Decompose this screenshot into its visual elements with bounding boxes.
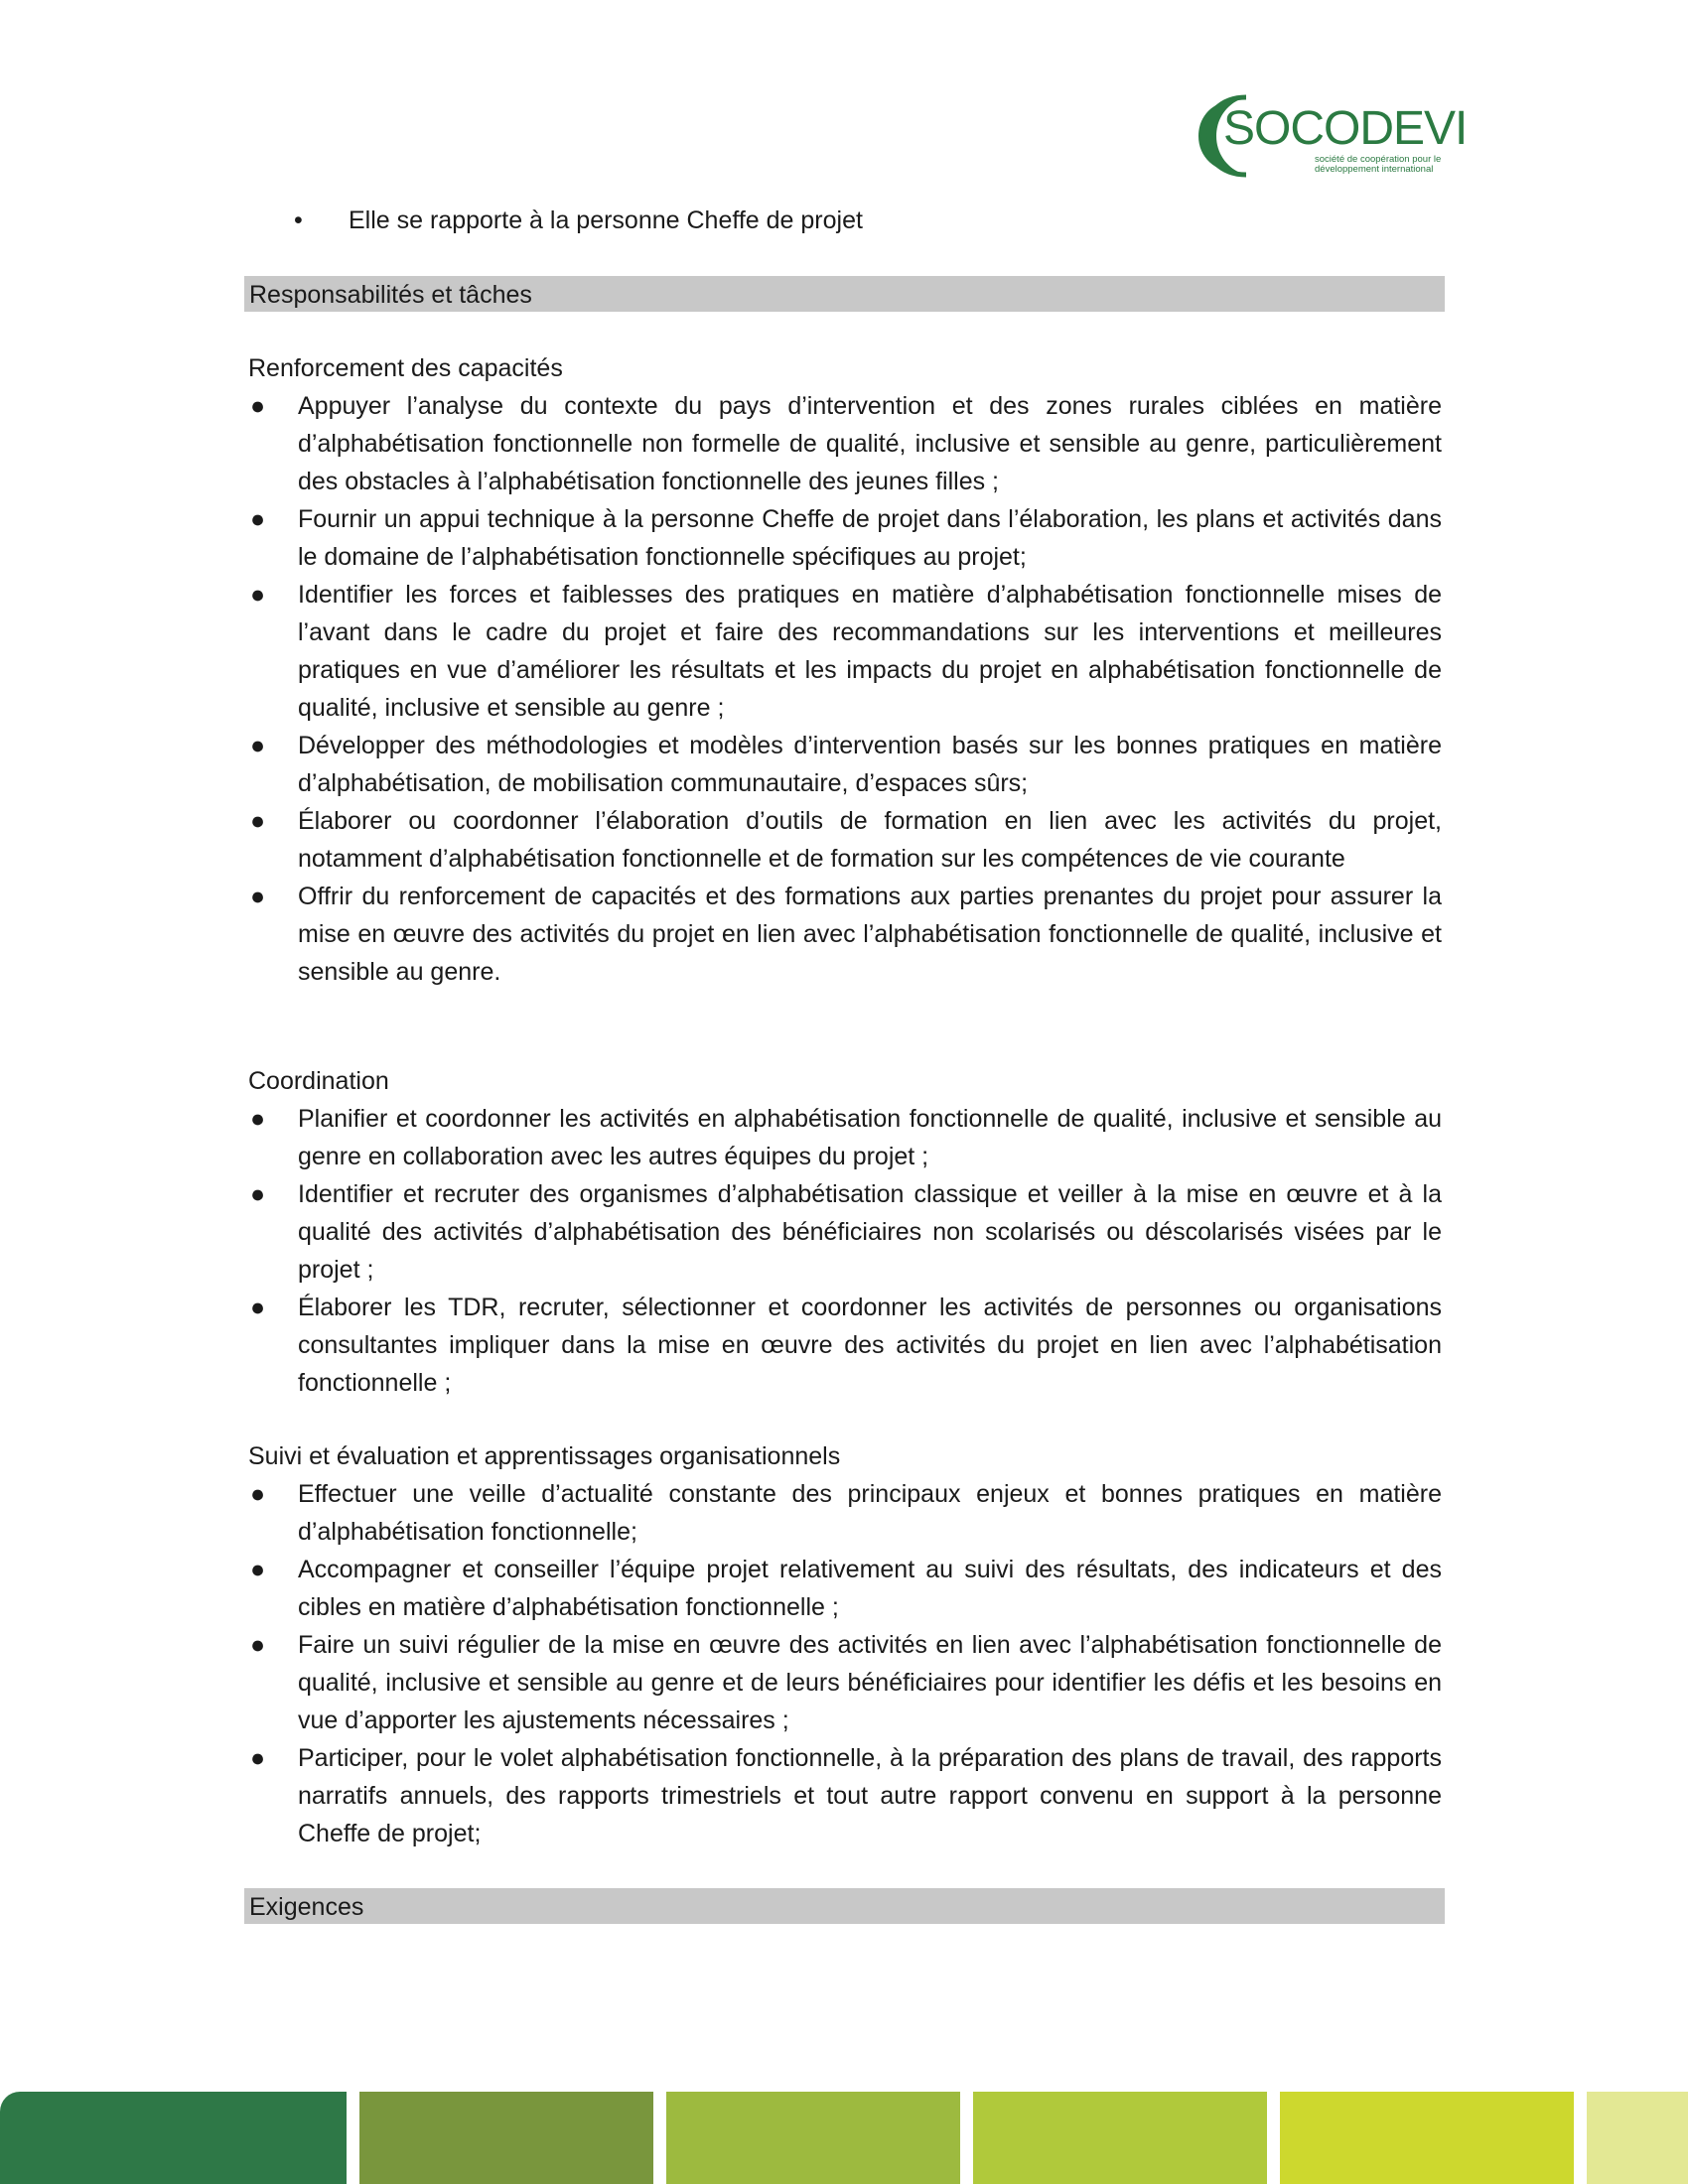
list-item: ● Identifier les forces et faiblesses des pratiques en matière d’alphabétisation fonctionnelle mises de l’avant dans le cadre du projet et faire des recommandations sur les interventions et meilleures pratiques en vue d’améliorer les résultats et les impacts du projet en alphabétisation fonctionnelle de qualité, inclusive et sensible au genre ;	[248, 576, 1442, 727]
bullet-icon: ●	[250, 1480, 266, 1508]
list-item: ● Appuyer l’analyse du contexte du pays d’intervention et des zones rurales ciblées en matière d’alphabétisation fonctionnelle non formelle de qualité, inclusive et sensible au genre, particulièrement des obstacles à l’alphabétisation fonctionnelle des jeunes filles ;	[248, 387, 1442, 500]
renforcement-list	[248, 387, 1442, 991]
bullet-icon: ●	[250, 1556, 266, 1583]
intro-bullet-text: Elle se rapporte à la personne Cheffe de projet	[349, 206, 863, 234]
footer-segment	[359, 2092, 653, 2184]
list-item: ● Faire un suivi régulier de la mise en œuvre des activités en lien avec l’alphabétisation fonctionnelle de qualité, inclusive et sensible au genre et de leurs bénéficiaires pour identifier les défis et les besoins en vue d’apporter les ajustements nécessaires ;	[248, 1626, 1442, 1739]
subhead-coordination: Coordination	[248, 1067, 389, 1095]
list-item: ● Identifier et recruter des organismes d’alphabétisation classique et veiller à la mise en œuvre et à la qualité des activités d’alphabétisation des bénéficiaires non scolarisés ou déscolarisés visées par le projet ;	[248, 1175, 1442, 1289]
bullet-icon: ●	[250, 1180, 266, 1208]
coordination-list	[248, 1100, 1442, 1402]
bullet-icon: ●	[250, 505, 266, 533]
logo-tagline: société de coopération pour le développement international	[1315, 154, 1442, 175]
socodevi-logo	[1196, 93, 1468, 179]
suivi-list	[248, 1475, 1442, 1852]
list-item: ● Effectuer une veille d’actualité constante des principaux enjeux et bonnes pratiques en matière d’alphabétisation fonctionnelle;	[248, 1475, 1442, 1551]
footer-segment	[1587, 2092, 1688, 2184]
footer-segment	[1280, 2092, 1574, 2184]
bullet-icon: ●	[250, 581, 266, 609]
subhead-renforcement: Renforcement des capacités	[248, 354, 563, 382]
section-header-responsabilites: Responsabilités et tâches	[244, 276, 1445, 312]
bullet-icon: ●	[250, 1744, 266, 1772]
bullet-icon: ●	[250, 1105, 266, 1133]
bullet-icon: ●	[250, 1631, 266, 1659]
list-item: ● Accompagner et conseiller l’équipe projet relativement au suivi des résultats, des indicateurs et des cibles en matière d’alphabétisation fonctionnelle ;	[248, 1551, 1442, 1626]
footer-segment	[0, 2092, 347, 2184]
subhead-suivi: Suivi et évaluation et apprentissages organisationnels	[248, 1442, 841, 1470]
bullet-icon: •	[294, 206, 303, 234]
list-item: ● Fournir un appui technique à la personne Cheffe de projet dans l’élaboration, les plans et activités dans le domaine de l’alphabétisation fonctionnelle spécifiques au projet;	[248, 500, 1442, 576]
bullet-icon: ●	[250, 732, 266, 759]
list-item: ● Élaborer ou coordonner l’élaboration d’outils de formation en lien avec les activités du projet, notamment d’alphabétisation fonctionnelle et de formation sur les compétences de vie courante	[248, 802, 1442, 878]
footer-color-band	[0, 2092, 1688, 2184]
footer-segment	[666, 2092, 960, 2184]
section-suivi	[248, 1437, 1442, 1852]
section-coordination	[248, 1062, 1442, 1402]
bullet-icon: ●	[250, 392, 266, 420]
section-renforcement	[248, 349, 1442, 991]
section-header-exigences: Exigences	[244, 1888, 1445, 1924]
footer-segment	[973, 2092, 1267, 2184]
logo-wordmark: SOCODEVI	[1223, 102, 1468, 155]
bullet-icon: ●	[250, 807, 266, 835]
bullet-icon: ●	[250, 883, 266, 910]
list-item: ● Élaborer les TDR, recruter, sélectionner et coordonner les activités de personnes ou organisations consultantes impliquer dans la mise en œuvre des activités du projet en lien avec l’alphabétisation fonctionnelle ;	[248, 1289, 1442, 1402]
list-item: ● Offrir du renforcement de capacités et des formations aux parties prenantes du projet pour assurer la mise en œuvre des activités du projet en lien avec l’alphabétisation fonctionnelle de qualité, inclusive et sensible au genre.	[248, 878, 1442, 991]
list-item: ● Développer des méthodologies et modèles d’intervention basés sur les bonnes pratiques en matière d’alphabétisation, de mobilisation communautaire, d’espaces sûrs;	[248, 727, 1442, 802]
list-item: ● Participer, pour le volet alphabétisation fonctionnelle, à la préparation des plans de travail, des rapports narratifs annuels, des rapports trimestriels et tout autre rapport convenu en support à la personne Cheffe de projet;	[248, 1739, 1442, 1852]
bullet-icon: ●	[250, 1294, 266, 1321]
list-item: ● Planifier et coordonner les activités en alphabétisation fonctionnelle de qualité, inclusive et sensible au genre en collaboration avec les autres équipes du projet ;	[248, 1100, 1442, 1175]
